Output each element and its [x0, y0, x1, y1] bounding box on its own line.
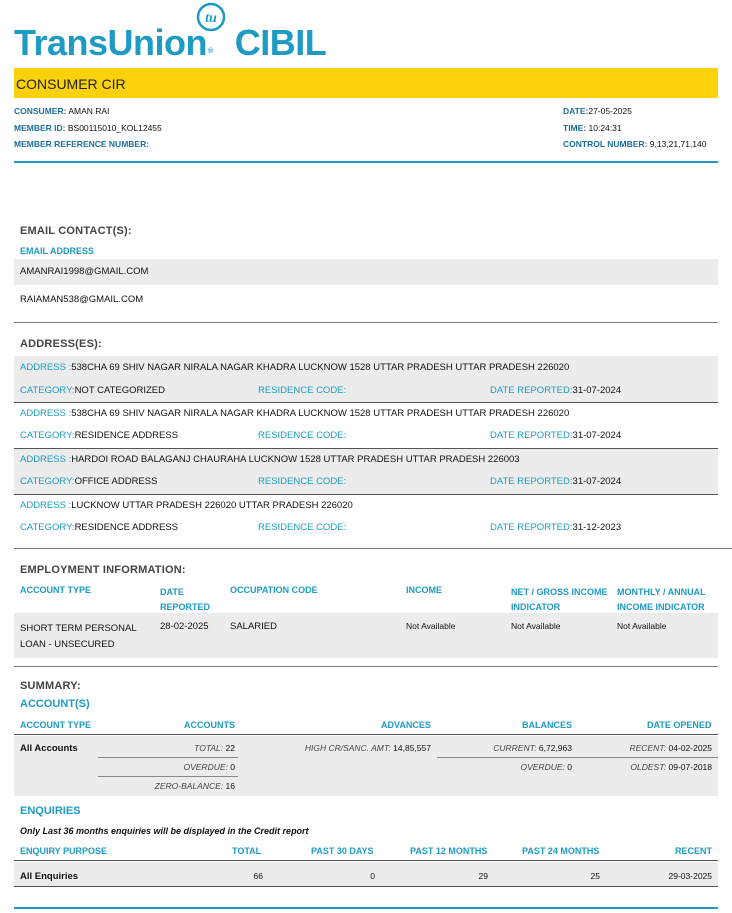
current-label: CURRENT:: [493, 743, 537, 753]
tu-logo-text: tu: [205, 11, 217, 26]
header-divider: [14, 161, 718, 163]
reported-value: 31-12-2023: [572, 522, 622, 533]
col-monthly-line1: MONTHLY / ANNUAL: [617, 587, 706, 597]
enquiry-past-24m: 25: [590, 871, 600, 881]
col-date-line2: REPORTED: [160, 602, 211, 612]
time-row: [563, 123, 622, 133]
oldest-value: 09-07-2018: [668, 762, 712, 772]
address-label: ADDRESS :: [20, 500, 72, 511]
member-id-label: MEMBER ID:: [14, 123, 66, 133]
enquiry-col-purpose: ENQUIRY PURPOSE: [20, 846, 108, 856]
consumer-value: AMAN RAI: [68, 106, 110, 116]
address-section-title: ADDRESS(ES):: [20, 338, 102, 350]
address-separator: [14, 494, 718, 495]
email-value: RAIAMAN538@GMAIL.COM: [20, 294, 144, 305]
bal-overdue-value: 0: [567, 762, 572, 772]
overdue-value: 0: [230, 762, 235, 772]
enquiry-header-rule: [14, 860, 718, 861]
reported-label: DATE REPORTED:: [490, 522, 573, 533]
enquiry-row-label: All Enquiries: [20, 871, 79, 882]
summary-col-balances: BALANCES: [522, 720, 573, 730]
employment-col-net-gross: [511, 585, 608, 615]
residence-code: [258, 476, 346, 487]
email-column-header: EMAIL ADDRESS: [20, 246, 95, 256]
address-line: [20, 362, 569, 373]
employment-income: Not Available: [406, 621, 456, 631]
summary-balance-overdue: [520, 762, 572, 772]
zero-label: ZERO-BALANCE:: [154, 781, 224, 791]
category-line: [20, 522, 178, 533]
summary-col-date-opened: DATE OPENED: [647, 720, 712, 730]
reported-value: 31-07-2024: [572, 476, 622, 487]
col-net-line2: INDICATOR: [511, 602, 561, 612]
residence-label: RESIDENCE CODE:: [258, 476, 347, 487]
col-monthly-line2: INCOME INDICATOR: [617, 602, 705, 612]
employment-account-type: [20, 621, 137, 653]
col-date-line1: DATE: [160, 587, 184, 597]
summary-overdue: [183, 762, 235, 772]
category-label: CATEGORY:: [20, 430, 75, 441]
address-value: LUCKNOW UTTAR PRADESH 226020 UTTAR PRADESH 226020: [71, 500, 353, 511]
accounts-subtitle: ACCOUNT(S): [20, 698, 90, 710]
high-cr-value: 14,85,557: [393, 743, 431, 753]
address-value: 538CHA 69 SHIV NAGAR NIRALA NAGAR KHADRA LUCKNOW 1528 UTTAR PRADESH UTTAR PRADESH 226020: [71, 408, 570, 419]
address-separator: [14, 402, 718, 403]
report-title-banner: [14, 68, 718, 98]
summary-high-credit: [305, 743, 431, 753]
enquiries-note: Only Last 36 months enquiries will be displayed in the Credit report: [20, 826, 309, 836]
accounts-rule: [98, 757, 238, 758]
reported-label: DATE REPORTED:: [490, 430, 573, 441]
category-label: CATEGORY:: [20, 476, 75, 487]
reported-value: 31-07-2024: [572, 430, 622, 441]
residence-code: [258, 522, 346, 533]
email-row-1: [14, 259, 718, 285]
employment-col-income: INCOME: [406, 585, 442, 595]
footer-divider: [14, 907, 718, 909]
account-type-line2: LOAN - UNSECURED: [20, 639, 115, 650]
employment-col-monthly: [617, 585, 706, 615]
address-line: [20, 454, 520, 465]
enquiry-col-recent: RECENT: [675, 846, 713, 856]
zero-value: 16: [225, 781, 235, 791]
category-value: NOT CATEGORIZED: [74, 385, 165, 396]
email-divider: [14, 322, 718, 323]
balances-rule: [437, 757, 718, 758]
email-section-title: EMAIL CONTACT(S):: [20, 225, 132, 237]
enquiry-recent: 29-03-2025: [668, 871, 712, 881]
employment-occupation: SALARIED: [230, 621, 277, 632]
summary-row-label: All Accounts: [20, 743, 78, 754]
address-line: [20, 408, 569, 419]
employment-date: 28-02-2025: [160, 621, 209, 632]
trademark-symbol: ®: [208, 48, 213, 55]
residence-code: [258, 430, 346, 441]
col-net-line1: NET / GROSS INCOME: [511, 587, 608, 597]
reported-value: 31-07-2024: [572, 385, 622, 396]
overdue-label: OVERDUE:: [183, 762, 228, 772]
email-value: AMANRAI1998@GMAIL.COM: [20, 266, 149, 277]
summary-header-rule: [14, 734, 718, 735]
transunion-cibil-logo: [14, 22, 326, 64]
employment-divider: [14, 666, 718, 667]
employment-col-date: [160, 585, 210, 615]
employment-col-account-type: ACCOUNT TYPE: [20, 585, 92, 595]
employment-net-gross: Not Available: [511, 621, 561, 631]
enquiry-total: 66: [253, 871, 263, 881]
date-value: 27-05-2025: [588, 106, 632, 116]
control-label: CONTROL NUMBER:: [563, 139, 648, 149]
enquiry-col-30-days: PAST 30 DAYS: [311, 846, 374, 856]
address-divider: [14, 548, 732, 549]
date-label: DATE:: [563, 106, 589, 116]
summary-col-account-type: ACCOUNT TYPE: [20, 720, 92, 730]
date-reported: [490, 476, 621, 487]
summary-section-title: SUMMARY:: [20, 680, 81, 692]
control-row: [563, 139, 706, 149]
enquiry-col-24-months: PAST 24 MONTHS: [522, 846, 600, 856]
address-separator: [14, 448, 718, 449]
enquiry-bottom-rule: [14, 886, 718, 887]
residence-label: RESIDENCE CODE:: [258, 430, 347, 441]
enquiry-col-12-months: PAST 12 MONTHS: [410, 846, 488, 856]
category-line: [20, 385, 165, 396]
category-label: CATEGORY:: [20, 385, 75, 396]
summary-col-advances: ADVANCES: [381, 720, 431, 730]
time-value: 10:24:31: [588, 123, 622, 133]
address-line: [20, 500, 353, 511]
address-value: 538CHA 69 SHIV NAGAR NIRALA NAGAR KHADRA LUCKNOW 1528 UTTAR PRADESH UTTAR PRADESH 226020: [71, 362, 570, 373]
employment-col-occupation: OCCUPATION CODE: [230, 585, 318, 595]
reported-label: DATE REPORTED:: [490, 476, 573, 487]
tu-logo-icon: [196, 2, 226, 32]
enquiry-row: [14, 862, 718, 886]
brand-product: CIBIL: [234, 22, 327, 63]
control-value: 9,13,21,71,140: [649, 139, 707, 149]
employment-monthly-annual: Not Available: [617, 621, 667, 631]
category-value: RESIDENCE ADDRESS: [74, 430, 179, 441]
residence-label: RESIDENCE CODE:: [258, 522, 347, 533]
enquiries-title: ENQUIRIES: [20, 805, 81, 817]
category-line: [20, 476, 157, 487]
category-value: OFFICE ADDRESS: [74, 476, 158, 487]
date-reported: [490, 430, 621, 441]
report-title: CONSUMER CIR: [16, 76, 126, 92]
enquiry-col-total: TOTAL: [232, 846, 262, 856]
recent-label: RECENT:: [629, 743, 667, 753]
date-reported: [490, 522, 621, 533]
address-label: ADDRESS :: [20, 362, 72, 373]
summary-col-accounts: ACCOUNTS: [184, 720, 235, 730]
high-cr-label: HIGH CR/SANC. AMT:: [304, 743, 391, 753]
oldest-label: OLDEST:: [630, 762, 667, 772]
residence-code: [258, 385, 346, 396]
member-id-row: [14, 123, 162, 133]
summary-oldest: [630, 762, 712, 772]
account-type-line1: SHORT TERM PERSONAL: [20, 623, 137, 634]
enquiry-past-12m: 29: [478, 871, 488, 881]
accounts-rule: [98, 776, 238, 777]
residence-label: RESIDENCE CODE:: [258, 385, 347, 396]
consumer-label: CONSUMER:: [14, 106, 67, 116]
enquiry-past-30: 0: [370, 871, 375, 881]
summary-total: [194, 743, 235, 753]
date-row: [563, 106, 632, 116]
category-label: CATEGORY:: [20, 522, 75, 533]
total-label: TOTAL:: [194, 743, 224, 753]
address-label: ADDRESS :: [20, 454, 72, 465]
address-value: HARDOI ROAD BALAGANJ CHAURAHA LUCKNOW 1528 UTTAR PRADESH UTTAR PRADESH 226003: [71, 454, 520, 465]
member-ref-row: [14, 139, 149, 149]
employment-section-title: EMPLOYMENT INFORMATION:: [20, 564, 186, 576]
recent-value: 04-02-2025: [668, 743, 712, 753]
brand-name: TransUnion: [14, 22, 208, 63]
email-row-2: [14, 287, 718, 313]
consumer-row: [14, 106, 109, 116]
time-label: TIME:: [563, 123, 587, 133]
summary-recent: [629, 743, 712, 753]
date-reported: [490, 385, 621, 396]
category-line: [20, 430, 178, 441]
summary-current-balance: [493, 743, 572, 753]
category-value: RESIDENCE ADDRESS: [74, 522, 179, 533]
address-label: ADDRESS :: [20, 408, 72, 419]
summary-zero-balance: [155, 781, 235, 791]
member-ref-label: MEMBER REFERENCE NUMBER:: [14, 139, 150, 149]
current-value: 6,72,963: [538, 743, 572, 753]
reported-label: DATE REPORTED:: [490, 385, 573, 396]
bal-overdue-label: OVERDUE:: [520, 762, 565, 772]
member-id-value: BS00115010_KOL12455: [67, 123, 162, 133]
total-value: 22: [225, 743, 235, 753]
